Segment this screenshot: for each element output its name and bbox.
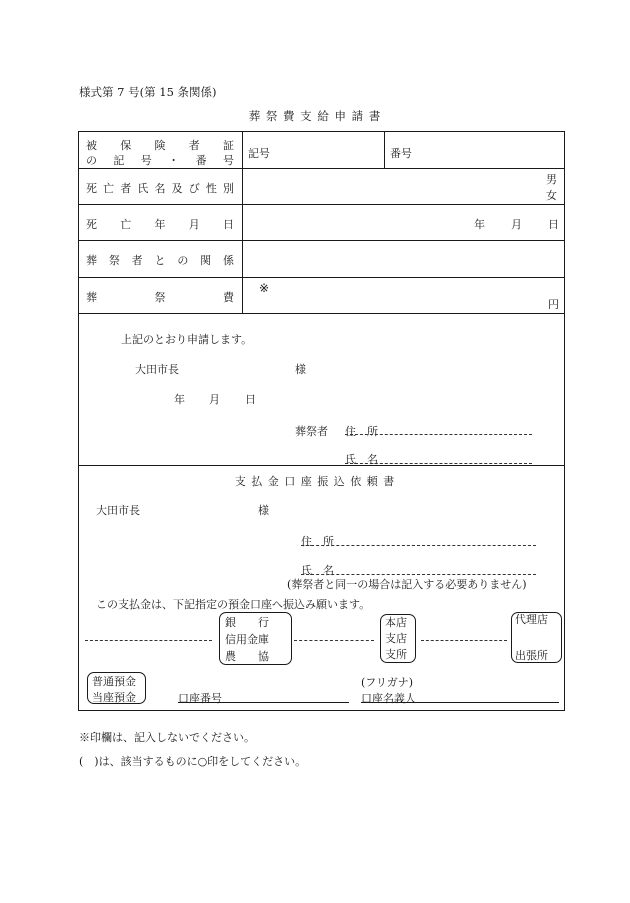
bank-option-bank[interactable]: 銀 行 <box>225 615 269 629</box>
relationship-field[interactable] <box>250 246 558 272</box>
application-month: 月 <box>209 393 220 406</box>
transfer-address-label: 住 所 <box>301 535 334 548</box>
insured-card-label-line1: 被 保 険 者 証 <box>86 139 234 152</box>
applicant-name-label: 氏 名 <box>345 453 378 466</box>
insured-card-label-line2: の 記 号 ・ 番 号 <box>86 154 234 167</box>
deceased-name-field[interactable] <box>250 174 530 200</box>
applicant-address-field[interactable] <box>345 434 532 435</box>
account-holder-field[interactable] <box>361 702 559 703</box>
branch-name-field[interactable] <box>294 640 374 641</box>
transfer-name-note: (葬祭者と同一の場合は記入する必要ありません) <box>287 578 527 591</box>
death-year: 年 <box>474 218 485 231</box>
bank-option-shinkin[interactable]: 信用金庫 <box>225 632 269 646</box>
agency-option-shutchojo[interactable]: 出張所 <box>515 649 548 662</box>
death-month: 月 <box>511 218 522 231</box>
footnote-circle: ( )は、該当するものに○印をしてください。 <box>79 755 307 768</box>
branch-option-honten[interactable]: 本店 <box>385 616 407 629</box>
transfer-name-label: 氏 名 <box>301 564 334 577</box>
footnote-official-use: ※印欄は、記入しないでください。 <box>79 731 255 744</box>
addressee-sama: 様 <box>295 363 306 376</box>
deposit-type-options <box>92 673 146 704</box>
form-number: 様式第 7 号(第 15 条関係) <box>79 85 217 99</box>
application-year: 年 <box>174 393 185 406</box>
deceased-name-label: 死 亡 者 氏 名 及 び 性 別 <box>86 182 234 195</box>
transfer-addressee-sama: 様 <box>258 504 269 517</box>
transfer-addressee-mayor: 大田市長 <box>96 504 140 517</box>
application-day: 日 <box>245 393 256 406</box>
bango-field[interactable] <box>420 139 560 166</box>
death-day: 日 <box>548 218 559 231</box>
form-title: 葬 祭 費 支 給 申 請 書 <box>248 109 382 123</box>
kigo-field[interactable] <box>249 139 381 166</box>
branch-option-shiten[interactable]: 支店 <box>385 632 407 645</box>
transfer-address-field[interactable] <box>301 545 536 546</box>
death-date-field[interactable] <box>250 210 550 236</box>
application-statement: 上記のとおり申請します。 <box>121 333 253 346</box>
agency-type-options <box>515 611 561 663</box>
agency-option-dairiten[interactable]: 代理店 <box>515 613 548 626</box>
yen-label: 円 <box>548 298 559 311</box>
funeral-expense-label: 葬 祭 費 <box>86 291 234 304</box>
account-number-field[interactable] <box>178 702 349 703</box>
bango-label: 番号 <box>390 147 412 160</box>
bank-option-nokyo[interactable]: 農 協 <box>225 649 269 663</box>
applicant-name-field[interactable] <box>345 463 532 464</box>
sex-male[interactable]: 男 <box>546 173 557 186</box>
sex-female[interactable]: 女 <box>546 189 557 202</box>
branch-type-options <box>385 614 415 662</box>
official-use-mark: ※ <box>259 281 270 295</box>
branch-option-shisho[interactable]: 支所 <box>385 648 407 661</box>
deposit-option-toza[interactable]: 当座預金 <box>92 691 136 704</box>
kigo-label: 記号 <box>248 147 270 160</box>
applicant-label: 葬祭者 <box>295 425 328 438</box>
bank-name-field[interactable] <box>85 640 212 641</box>
addressee-mayor: 大田市長 <box>135 363 179 376</box>
agency-name-field[interactable] <box>421 640 507 641</box>
deposit-option-futsu[interactable]: 普通預金 <box>92 675 136 688</box>
furigana-label: (フリガナ) <box>361 676 414 689</box>
transfer-name-field[interactable] <box>301 574 536 575</box>
transfer-title: 支 払 金 口 座 振 込 依 頼 書 <box>234 475 396 488</box>
transfer-instruction: この支払金は、下記指定の預金口座へ振込み願います。 <box>96 598 371 611</box>
bank-type-options <box>225 613 287 664</box>
relationship-label: 葬 祭 者 と の 関 係 <box>86 254 234 267</box>
account-holder-label: 口座名義人 <box>361 692 416 705</box>
applicant-address-label: 住 所 <box>345 425 378 438</box>
death-date-label: 死 亡 年 月 日 <box>86 218 234 231</box>
account-number-label: 口座番号 <box>178 692 222 705</box>
